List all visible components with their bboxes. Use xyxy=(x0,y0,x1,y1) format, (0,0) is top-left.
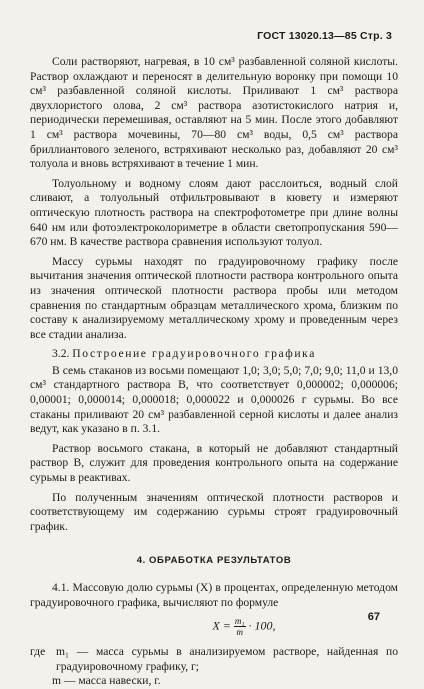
formula-fraction xyxy=(234,616,246,637)
formula-numerator: m₁ xyxy=(234,616,245,627)
paragraph: Толуольному и водному слоям дают расслоиться, водный слой сливают, а толуольный отфильтровывают в кювету и измеряют оптическую плотность раствора на спектрофотометре при длине волны 640 нм или фотоэлектроколориметре в области светопропускания 590—670 нм. В качестве раствора сравнения используют толуол. xyxy=(30,176,398,249)
page-header: ГОСТ 13020.13—85 Стр. 3 xyxy=(257,30,392,42)
formula-rhs: · 100, xyxy=(248,618,276,633)
subsection-heading xyxy=(30,347,398,362)
section-heading: 4. ОБРАБОТКА РЕЗУЛЬТАТОВ xyxy=(136,555,292,567)
formula-lhs: X = xyxy=(212,618,231,633)
formula xyxy=(90,616,398,637)
document-body xyxy=(30,55,398,689)
paragraph: Раствор восьмого стакана, в который не добавляют стандартный раствор В, служит для проведения контрольного опыта на содержание сурьмы в реактивах. xyxy=(30,441,398,485)
subsection-title: Построение градуировочного графика xyxy=(72,347,316,361)
formula-denominator: m xyxy=(236,627,243,638)
legend-m1-text: m₁ — масса сурьмы в анализируемом растворе, найденная по градуировочному графику, г; xyxy=(56,645,398,673)
paragraph: 4.1. Массовую долю сурьмы (X) в процентах, определенную методом градуировочного графика, вычисляют по формуле xyxy=(30,581,398,609)
legend-m-text: m — масса навески, г. xyxy=(52,674,161,688)
subsection-number: 3.2. xyxy=(52,347,70,361)
legend-m1 xyxy=(30,645,398,674)
legend-m xyxy=(30,674,398,689)
legend-where-label: где xyxy=(30,645,46,659)
paragraph: По полученным значениям оптической плотности растворов и соответствующему им содержанию сурьмы строят градуировочный график. xyxy=(30,490,398,533)
paragraph: В семь стаканов из восьми помещают 1,0; 3,0; 5,0; 7,0; 9,0; 11,0 и 13,0 см³ стандартного раствора В, что соответствует 0,000002; 0,000006; 0,00001; 0,000014; 0,000018; 0,000022 и 0,000026 г сурьмы. Во все стаканы приливают 20 см³ разбавленной серной кислоты и далее анализ ведут, как указано в п. 3.1. xyxy=(30,363,398,436)
paragraph: Соли растворяют, нагревая, в 10 см³ разбавленной соляной кислоты. Раствор охлаждают и переносят в делительную воронку при помощи 10 см³ разбавленной соляной кислоты. Приливают 1 см³ раствора двухлористого олова, 2 см³ раствора азотистокислого натрия и, периодически перемешивая, оставляют на 5 мин. После этого добавляют 1 см³ раствора мочевины, 70—80 см³ воды, 0,5 см³ раствора бриллиантового зеленого, встряхивают несколько раз, добавляют 20 см³ толуола и вновь встряхивают в течение 1 мин. xyxy=(30,55,398,171)
paragraph: Массу сурьмы находят по градуировочному графику после вычитания значения оптической плотности раствора контрольного опыта из значения оптической плотности раствора пробы или методом сравнения по стандартным образцам металлического хрома, близким по составу к анализируемому металлическому хрому и проведенным через все стадии анализа. xyxy=(30,254,398,341)
page-number: 67 xyxy=(367,611,380,623)
